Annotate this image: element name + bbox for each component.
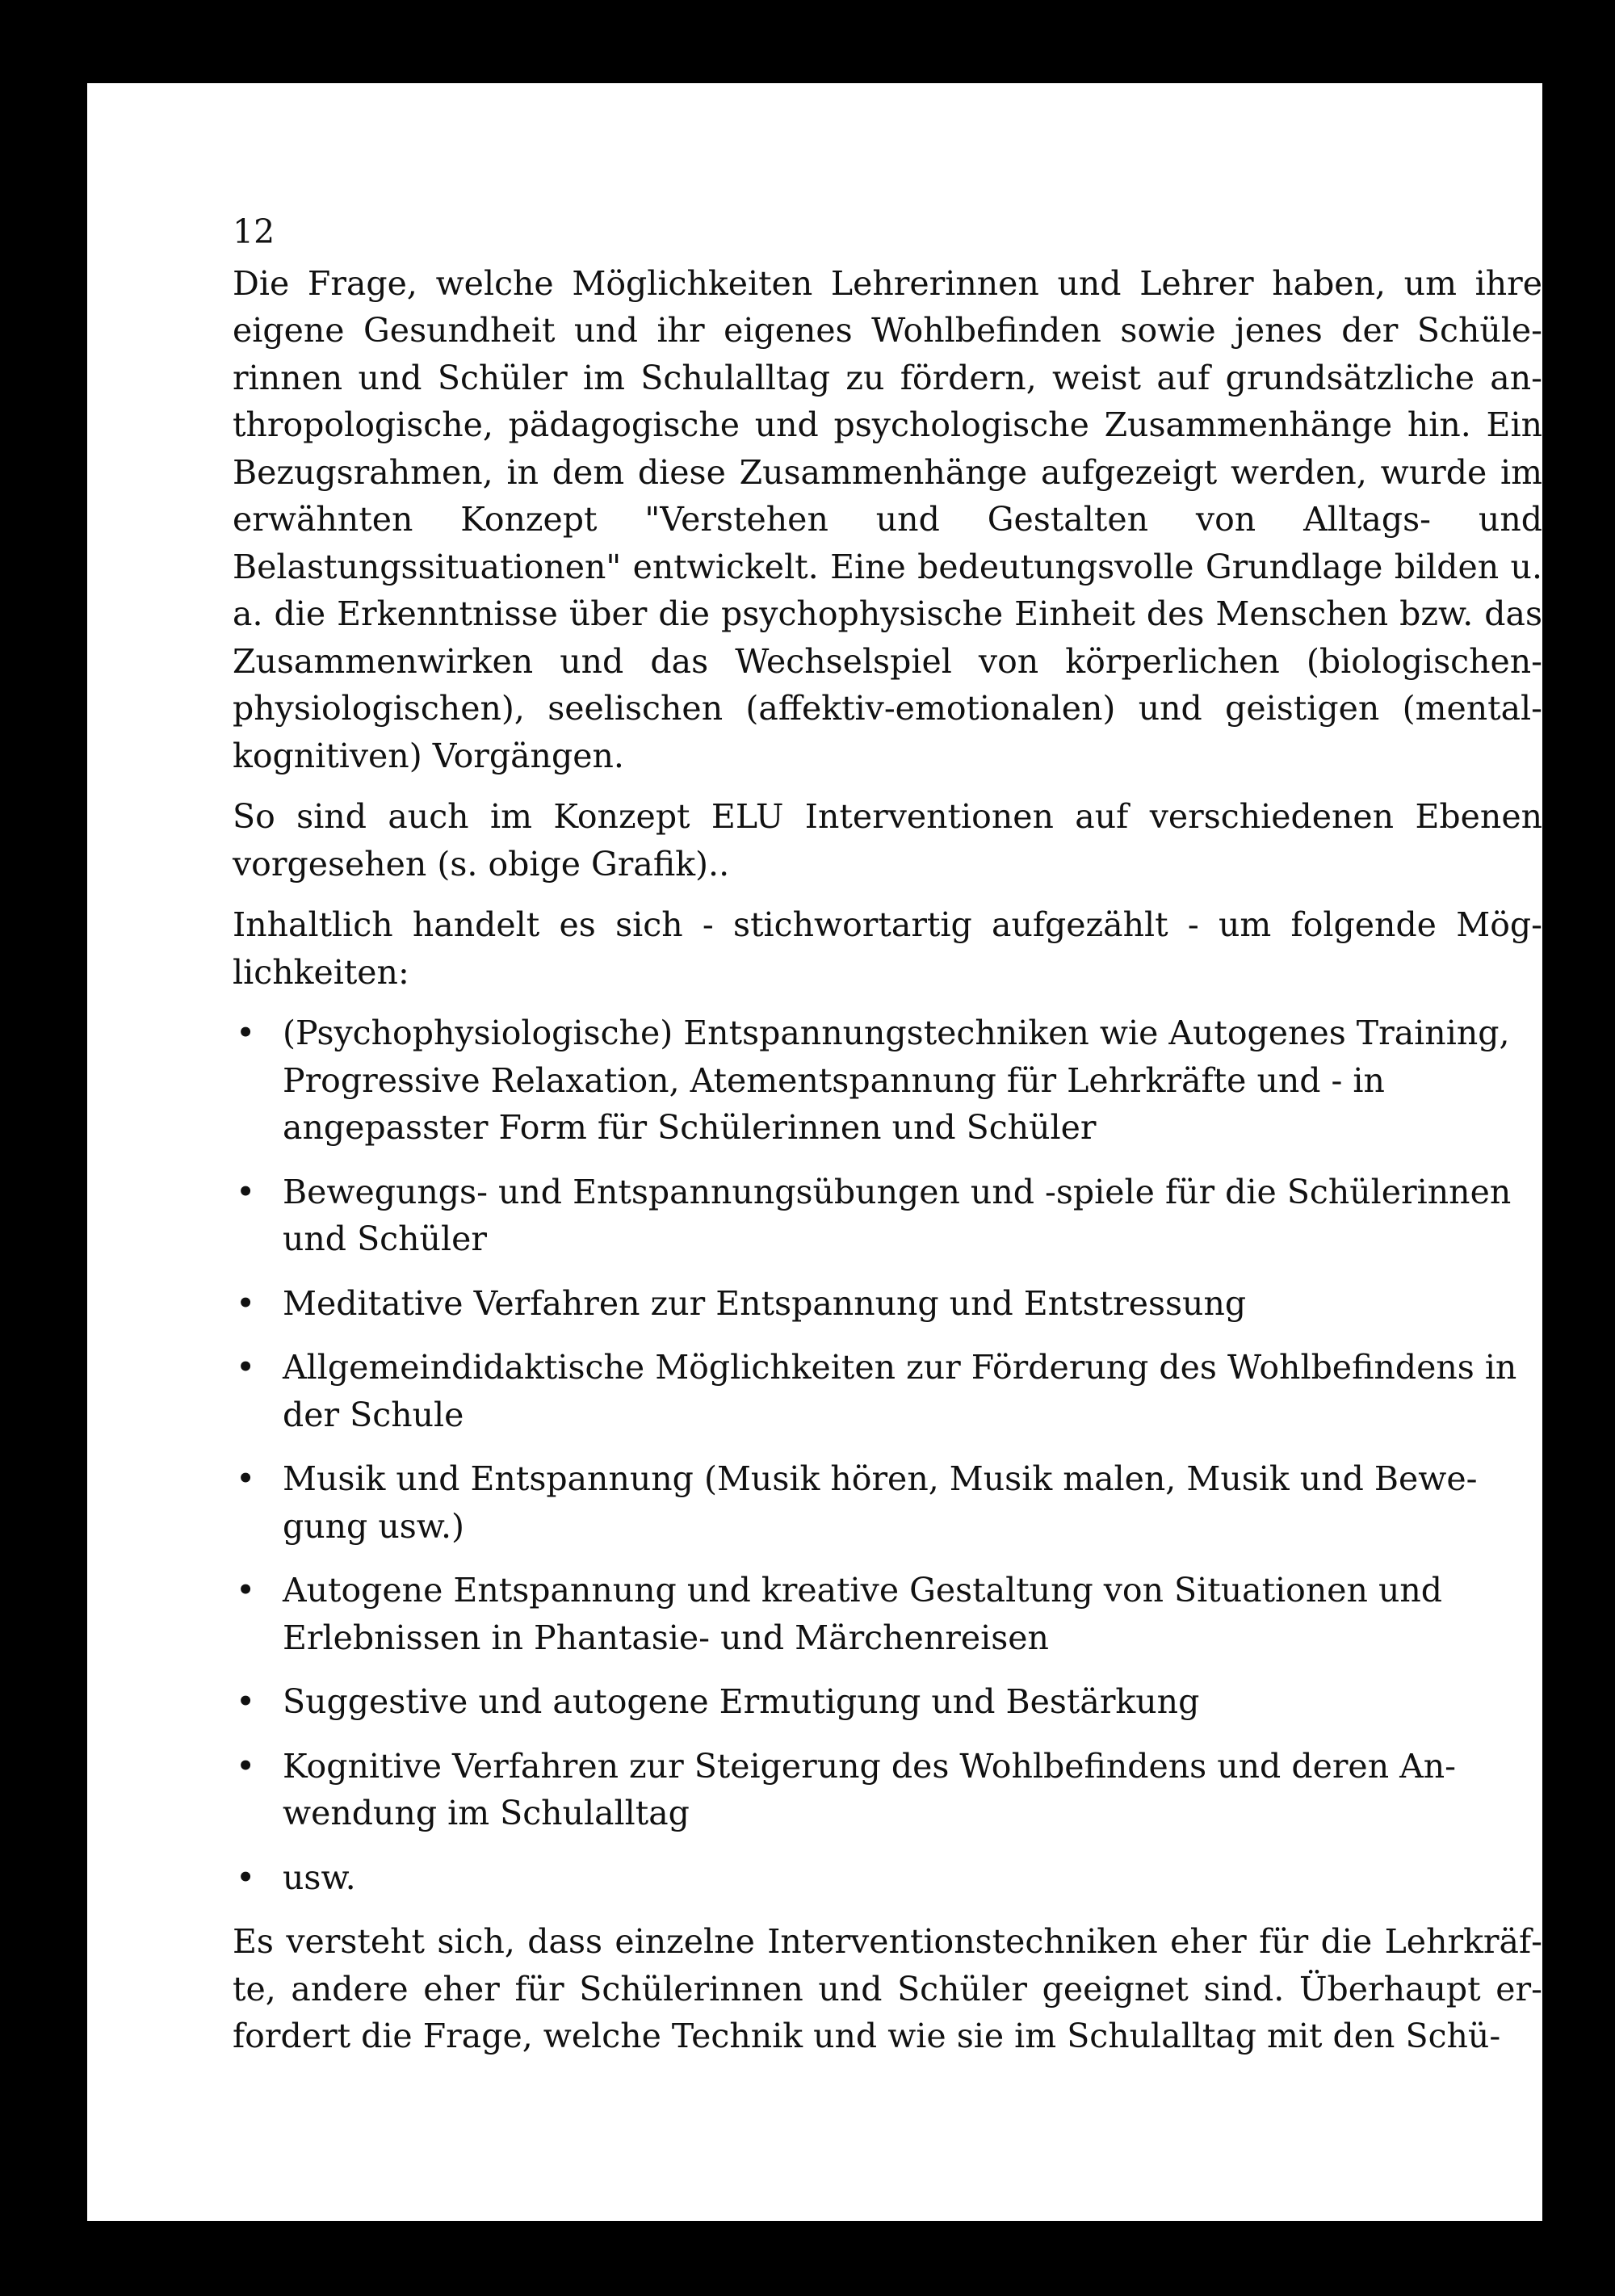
list-item — [233, 1280, 1542, 1328]
list-item — [233, 1678, 1542, 1726]
list-item — [233, 1169, 1542, 1263]
list-intro-paragraph: Inhaltlich handelt es sich - stichwortartig aufgezählt - um folgende Möglichkeiten: — [233, 905, 1542, 992]
list-item-text: Meditative Verfahren zur Entspannung und Entstressung — [283, 1283, 1247, 1323]
list-item-text: (Psychophysiologische) Entspannungstechniken wie Autogenes Training, Progressive Relaxation, Atementspannung für Lehrkräfte und - in angepasster Form für Schülerinnen und Schüler — [283, 1014, 1510, 1147]
intervention-list — [233, 1009, 1542, 1901]
list-item — [233, 1344, 1542, 1438]
list-item-text: Autogene Entspannung und kreative Gestaltung von Situationen und Erlebnissen in Phantasie- und Märchenreisen — [283, 1571, 1443, 1657]
bullet-icon: • — [236, 1283, 256, 1323]
list-item-text: Bewegungs- und Entspannungsübungen und -spiele für die Schülerinnen und Schüler — [283, 1172, 1512, 1258]
closing-paragraph: Es versteht sich, dass einzelne Interventionstechniken eher für die Lehrkräfte, andere eher für Schülerinnen und Schüler geeignet sind. Überhaupt erfordert die Frage, welche Technik und wie sie im Schulalltag mit den Schü- — [233, 1922, 1542, 2055]
bullet-icon: • — [236, 1014, 256, 1052]
list-item-text: Musik und Entspannung (Musik hören, Musik malen, Musik und Bewegung usw.) — [283, 1459, 1478, 1546]
bullet-icon: • — [236, 1459, 256, 1498]
page-content — [233, 208, 1542, 2074]
bullet-icon: • — [236, 1746, 256, 1786]
elu-paragraph: So sind auch im Konzept ELU Interventionen auf verschiedenen Ebenen vorgesehen (s. obige Grafik).. — [233, 797, 1542, 884]
list-item-text: Kognitive Verfahren zur Steigerung des Wohlbefindens und deren Anwendung im Schulalltag — [283, 1746, 1457, 1832]
list-item — [233, 1567, 1542, 1661]
list-item — [233, 1455, 1542, 1550]
bullet-icon: • — [236, 1857, 256, 1897]
list-item-text: Suggestive und autogene Ermutigung und Bestärkung — [283, 1682, 1200, 1721]
list-item-text: Allgemeindidaktische Möglichkeiten zur Förderung des Wohlbefindens in der Schule — [283, 1348, 1517, 1434]
document-page — [87, 83, 1542, 2221]
intro-paragraph: Die Frage, welche Möglichkeiten Lehrerinnen und Lehrer haben, um ihre eigene Gesundheit und ihr eigenes Wohlbefinden sowie jenes der Schülerinnen und Schüler im Schulalltag zu fördern, weist auf grundsätzliche anthropologische, pädagogische und psychologische Zusammenhänge hin. Ein Bezugsrahmen, in dem diese Zusammenhänge aufgezeigt werden, wurde im erwähnten Konzept "Verstehen und Gestalten von Alltags- und Belastungssituationen" entwickelt. Eine bedeutungsvolle Grundlage bilden u. a. die Erkenntnisse über die psychophysische Einheit des Menschen bzw. das Zusammenwirken und das Wechselspiel von körperlichen (biologischen-physiologischen), seelischen (affektiv-emotionalen) und geistigen (mental-kognitiven) Vorgängen. — [233, 263, 1542, 775]
page-number: 12 — [233, 212, 275, 251]
list-item — [233, 1854, 1542, 1902]
bullet-icon: • — [236, 1172, 256, 1211]
bullet-icon: • — [236, 1571, 256, 1610]
bullet-icon: • — [236, 1348, 256, 1387]
list-item — [233, 1009, 1542, 1152]
list-item — [233, 1743, 1542, 1837]
bullet-icon: • — [236, 1682, 256, 1721]
list-item-text: usw. — [283, 1857, 356, 1897]
